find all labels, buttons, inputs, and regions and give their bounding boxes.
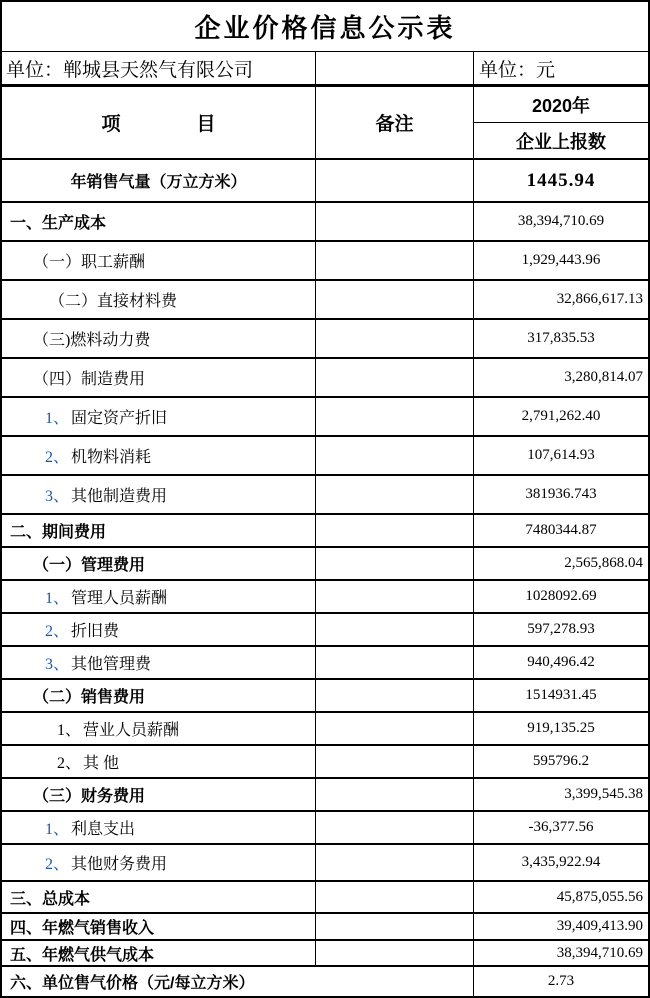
item-cell	[2, 713, 315, 744]
remark-cell	[315, 680, 473, 711]
table-row	[2, 880, 648, 912]
table-row	[2, 158, 648, 201]
value-cell: 32,866,617.13	[473, 281, 648, 318]
item-label: 其他管理费	[71, 656, 152, 673]
remark-cell	[315, 746, 473, 777]
table-row	[2, 579, 648, 612]
item-label: （一）职工薪酬	[33, 254, 146, 271]
item-cell	[2, 845, 315, 880]
value-cell: 2,791,262.40	[473, 398, 648, 435]
item-label: （二）销售费用	[33, 689, 146, 706]
table-row	[2, 939, 648, 965]
remark-cell	[315, 242, 473, 279]
value-cell: 3,435,922.94	[473, 845, 648, 880]
table-row	[2, 201, 648, 240]
item-number: 1、	[45, 410, 70, 427]
table-row	[2, 279, 648, 318]
remark-cell	[315, 203, 473, 240]
table-body	[2, 158, 648, 996]
value-cell: 1028092.69	[473, 581, 648, 612]
remark-cell	[315, 812, 473, 843]
item-cell	[2, 581, 315, 612]
item-number: 2、	[45, 623, 70, 640]
table-row	[2, 711, 648, 744]
year-column-header-group	[473, 87, 648, 158]
item-number: 3、	[45, 656, 70, 673]
item-label: 利息支出	[71, 821, 136, 838]
value-cell: 940,496.42	[473, 647, 648, 678]
item-label: 折旧费	[71, 623, 120, 640]
item-label: 年销售气量（万立方米）	[70, 174, 247, 191]
page-title: 企业价格信息公示表	[194, 13, 456, 43]
reported-column-header: 企业上报数	[516, 131, 606, 152]
remark-cell	[315, 160, 473, 201]
table-row	[2, 435, 648, 474]
item-column-header: 项 目	[101, 114, 216, 135]
value-cell: 2,565,868.04	[473, 548, 648, 579]
value-cell: 38,394,710.69	[473, 941, 648, 965]
item-cell	[2, 281, 315, 318]
item-label: （三）财务费用	[33, 788, 146, 805]
company-unit-label: 单位：郸城县天然气有限公司	[6, 59, 254, 81]
table-row	[2, 318, 648, 357]
table-header-row	[2, 84, 648, 158]
item-cell	[2, 476, 315, 513]
item-cell	[2, 812, 315, 843]
item-label: 二、期间费用	[10, 524, 107, 541]
item-number: 1、	[45, 590, 70, 607]
value-cell: 3,399,545.38	[473, 779, 648, 810]
table-row	[2, 240, 648, 279]
remark-cell	[315, 713, 473, 744]
table-row	[2, 612, 648, 645]
remark-cell	[315, 914, 473, 939]
item-label: 机物料消耗	[71, 449, 152, 466]
value-cell: 919,135.25	[473, 713, 648, 744]
table-row	[2, 513, 648, 546]
value-cell: -36,377.56	[473, 812, 648, 843]
remark-cell	[315, 845, 473, 880]
remark-cell	[315, 779, 473, 810]
table-row	[2, 396, 648, 435]
remark-cell	[315, 476, 473, 513]
table-row	[2, 546, 648, 579]
item-label: （四）制造费用	[33, 371, 146, 388]
item-cell	[2, 203, 315, 240]
item-label: 其他制造费用	[71, 488, 168, 505]
value-cell: 38,394,710.69	[473, 203, 648, 240]
item-cell	[2, 398, 315, 435]
item-label: 五、年燃气供气成本	[10, 946, 155, 964]
year-column-header: 2020年	[474, 87, 648, 123]
value-cell: 381936.743	[473, 476, 648, 513]
unit-row-empty-cell	[315, 52, 473, 84]
remark-cell	[315, 515, 473, 546]
item-cell	[2, 437, 315, 474]
value-cell: 597,278.93	[473, 614, 648, 645]
table-row	[2, 474, 648, 513]
item-label: 三、总成本	[10, 890, 91, 908]
table-row	[2, 357, 648, 396]
value-cell: 1,929,443.96	[473, 242, 648, 279]
item-label: 营业人员薪酬	[83, 722, 180, 739]
remark-cell	[315, 882, 473, 912]
currency-unit-label: 单位：元	[473, 52, 648, 84]
item-label: 六、单位售气价格（元/每立方米）	[10, 975, 255, 992]
item-cell	[2, 614, 315, 645]
value-cell: 45,875,055.56	[473, 882, 648, 912]
remark-cell	[315, 320, 473, 357]
item-label: 四、年燃气销售收入	[10, 920, 155, 937]
value-cell: 1514931.45	[473, 680, 648, 711]
item-cell	[2, 548, 315, 579]
item-cell	[2, 647, 315, 678]
remark-cell	[315, 941, 473, 965]
item-number: 3、	[45, 488, 70, 505]
item-number: 1、	[45, 821, 70, 838]
item-cell	[2, 967, 473, 996]
item-label: （一）管理费用	[33, 557, 146, 574]
item-cell	[2, 242, 315, 279]
item-cell	[2, 914, 315, 939]
remark-cell	[315, 548, 473, 579]
value-cell: 7480344.87	[473, 515, 648, 546]
item-label: 固定资产折旧	[71, 410, 168, 427]
item-number: 2、	[57, 755, 82, 772]
item-cell	[2, 746, 315, 777]
item-cell	[2, 515, 315, 546]
item-number: 2、	[45, 449, 70, 466]
table-row	[2, 777, 648, 810]
item-cell	[2, 941, 315, 965]
item-number: 2、	[45, 856, 70, 873]
table-row	[2, 678, 648, 711]
item-label: （二）直接材料费	[49, 293, 178, 310]
item-label: （三)燃料动力费	[33, 332, 151, 349]
item-cell	[2, 160, 315, 201]
item-cell	[2, 779, 315, 810]
item-label: 其 他	[83, 755, 120, 772]
table-row	[2, 645, 648, 678]
table-row	[2, 912, 648, 939]
item-cell	[2, 359, 315, 396]
item-label: 一、生产成本	[10, 215, 107, 232]
table-row	[2, 843, 648, 880]
item-label: 管理人员薪酬	[71, 590, 168, 607]
value-cell: 595796.2	[473, 746, 648, 777]
table-row	[2, 810, 648, 843]
unit-row	[2, 51, 648, 84]
value-cell: 107,614.93	[473, 437, 648, 474]
item-label: 其他财务费用	[71, 856, 168, 873]
value-cell: 317,835.53	[473, 320, 648, 357]
remark-cell	[315, 614, 473, 645]
item-cell	[2, 320, 315, 357]
value-cell: 2.73	[473, 967, 648, 996]
value-cell: 1445.94	[473, 160, 648, 201]
table-row	[2, 744, 648, 777]
value-cell: 3,280,814.07	[473, 359, 648, 396]
remark-cell	[315, 359, 473, 396]
remark-column-header: 备注	[315, 87, 473, 158]
remark-cell	[315, 581, 473, 612]
remark-cell	[315, 647, 473, 678]
item-number: 1、	[57, 722, 82, 739]
remark-cell	[315, 398, 473, 435]
remark-cell	[315, 437, 473, 474]
remark-cell	[315, 281, 473, 318]
item-cell	[2, 680, 315, 711]
value-cell: 39,409,413.90	[473, 914, 648, 939]
table-row	[2, 965, 648, 996]
item-cell	[2, 882, 315, 912]
